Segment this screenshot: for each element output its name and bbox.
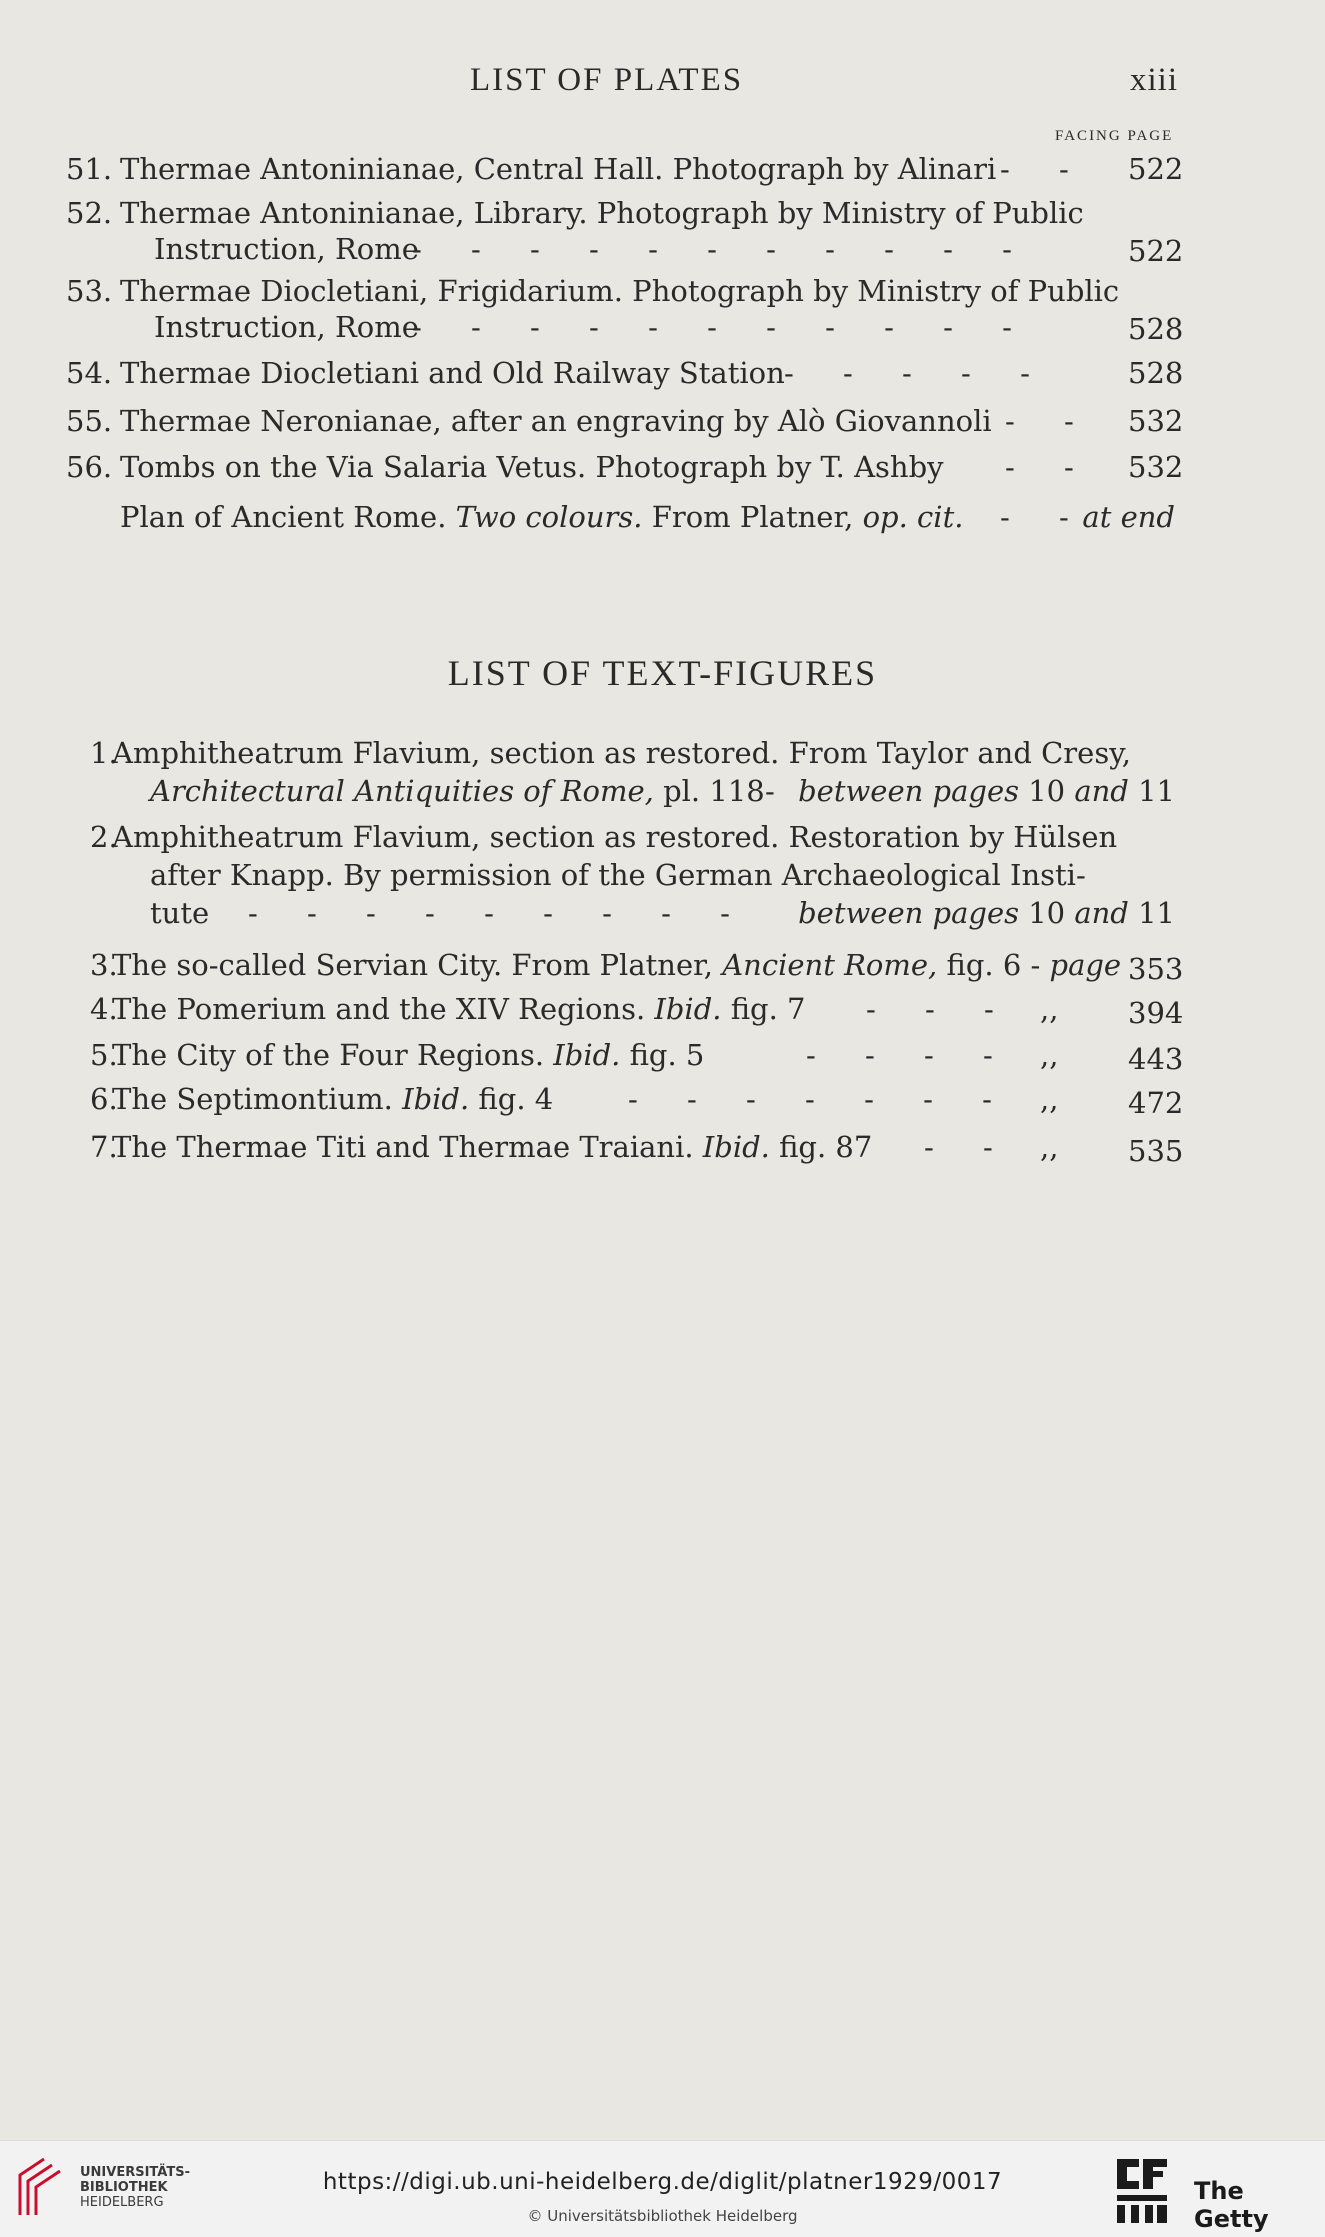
plate-title: Thermae Antoninianae, Library. Photograph by Ministry of Public xyxy=(120,196,1084,230)
between-pages-label: between pages xyxy=(798,896,1019,930)
figure-ibid: Ibid. xyxy=(702,1130,770,1164)
figure-number: 4. xyxy=(90,992,118,1026)
figure-page: 535 xyxy=(1128,1134,1184,1168)
page-folio: xiii xyxy=(1130,62,1179,98)
figure-title xyxy=(112,1128,872,1166)
figure-ibid: Ibid. xyxy=(654,992,722,1026)
plan-source: From Platner, xyxy=(651,500,854,534)
section-heading: LIST OF TEXT-FIGURES xyxy=(447,653,878,693)
figure-page: 353 xyxy=(1128,952,1184,986)
plate-number: 56. xyxy=(66,450,113,484)
leader-dashes: - - - - - - - - - xyxy=(248,896,750,930)
figure-ref: fig. 87 xyxy=(779,1130,873,1164)
leader-dashes: - - xyxy=(924,1130,1013,1164)
page-from: 10 xyxy=(1028,774,1066,808)
plan-title: Plan of Ancient Rome. xyxy=(120,500,447,534)
plate-page: 532 xyxy=(1128,404,1184,438)
figure-number: 7. xyxy=(90,1130,118,1164)
plate-page: 522 xyxy=(1128,234,1184,268)
ditto-mark: ,, xyxy=(1040,1082,1059,1116)
figure-plate-ref: pl. 118 xyxy=(663,774,765,808)
plate-number: 52. xyxy=(66,196,113,230)
figure-page: 394 xyxy=(1128,996,1184,1030)
leader-dashes: - - - - - - - - - - - xyxy=(412,310,1032,344)
library-line-1: UNIVERSITÄTS- xyxy=(80,2165,190,2180)
page-to: 11 xyxy=(1138,774,1175,808)
plate-number: 53. xyxy=(66,274,113,308)
viewer-footer xyxy=(0,2140,1325,2237)
figure-ref: fig. 4 xyxy=(478,1082,554,1116)
plate-title-cont: Instruction, Rome xyxy=(154,232,419,266)
and-label: and xyxy=(1074,896,1129,930)
figure-page: 443 xyxy=(1128,1042,1184,1076)
leader-dashes: - - - - - - - xyxy=(628,1082,1012,1116)
between-pages-label: between pages xyxy=(798,774,1019,808)
leader-dashes: - - xyxy=(1000,152,1089,186)
plate-number: 54. xyxy=(66,356,113,390)
plate-title: Thermae Antoninianae, Central Hall. Photograph by Alinari xyxy=(120,152,997,186)
figure-number: 1. xyxy=(90,736,118,770)
plate-page: 522 xyxy=(1128,152,1184,186)
ditto-mark: ,, xyxy=(1040,1130,1059,1164)
leader-dashes: - - - xyxy=(866,992,1014,1026)
plate-title: Thermae Diocletiani, Frigidarium. Photograph by Ministry of Public xyxy=(120,274,1120,308)
figure-title: Amphitheatrum Flavium, section as restored. From Taylor and Cresy, xyxy=(112,736,1131,770)
figure-number: 5. xyxy=(90,1038,118,1072)
figure-title xyxy=(112,990,806,1028)
figure-title xyxy=(112,946,1121,984)
figure-ibid: Ibid. xyxy=(402,1082,470,1116)
running-head-title: LIST OF PLATES xyxy=(470,62,744,98)
plate-title: Tombs on the Via Salaria Vetus. Photograph by T. Ashby xyxy=(120,450,944,484)
leader-dashes: - - - - xyxy=(806,1038,1013,1072)
copyright-notice: © Universitätsbibliothek Heidelberg xyxy=(527,2207,798,2225)
leader-dashes: - xyxy=(765,774,795,808)
figure-title-cont: tute xyxy=(150,896,210,930)
plate-page: 528 xyxy=(1128,312,1184,346)
plan-page: at end xyxy=(1082,500,1175,534)
leader-dashes: - - xyxy=(1005,450,1094,484)
leader-dashes: - - xyxy=(1005,404,1094,438)
leader-dashes: - - - - - - - - - - - xyxy=(412,232,1032,266)
ditto-mark: ,, xyxy=(1040,992,1059,1026)
facing-page-label: FACING PAGE xyxy=(1055,128,1174,144)
figure-pages xyxy=(798,894,1175,932)
leader-dashes: - - - - - xyxy=(784,356,1050,390)
permalink-url[interactable]: https://digi.ub.uni-heidelberg.de/diglit/platner1929/0017 xyxy=(322,2169,1003,2195)
plate-title: Thermae Neronianae, after an engraving by Alò Giovannoli xyxy=(120,404,992,438)
getty-wordmark: The Getty xyxy=(1194,2177,1269,2233)
plate-number: 55. xyxy=(66,404,113,438)
and-label: and xyxy=(1074,774,1129,808)
figure-text: The Septimontium. xyxy=(112,1082,393,1116)
figure-text: The so-called Servian City. From Platner, xyxy=(112,948,714,982)
figure-ref: fig. 7 xyxy=(730,992,806,1026)
figure-ref: fig. 6 - xyxy=(946,948,1041,982)
figure-text: The City of the Four Regions. xyxy=(112,1038,545,1072)
figure-number: 2. xyxy=(90,820,118,854)
figure-title-cont xyxy=(150,772,765,810)
figure-ref: fig. 5 xyxy=(629,1038,705,1072)
plan-colours: Two colours. xyxy=(455,500,643,534)
figure-pages xyxy=(798,772,1175,810)
getty-logo-icon xyxy=(1113,2155,1173,2227)
figure-title xyxy=(112,1036,704,1074)
plate-number: 51. xyxy=(66,152,113,186)
leader-dashes: - - xyxy=(1000,500,1089,534)
page-from: 10 xyxy=(1028,896,1066,930)
page-to: 11 xyxy=(1138,896,1175,930)
figure-ibid: Ibid. xyxy=(553,1038,621,1072)
plate-page: 532 xyxy=(1128,450,1184,484)
plate-title: Thermae Diocletiani and Old Railway Station xyxy=(120,356,785,390)
plan-text xyxy=(120,498,963,536)
figure-page: 472 xyxy=(1128,1086,1184,1120)
figure-text: The Pomerium and the XIV Regions. xyxy=(112,992,646,1026)
figure-source-title: Architectural Antiquities of Rome, xyxy=(150,774,654,808)
figure-source-title: Ancient Rome, xyxy=(722,948,938,982)
plan-op-cit: op. cit. xyxy=(862,500,964,534)
library-line-3: HEIDELBERG xyxy=(80,2195,164,2210)
figure-number: 3. xyxy=(90,948,118,982)
figure-text: The Thermae Titi and Thermae Traiani. xyxy=(112,1130,694,1164)
plate-title-cont: Instruction, Rome xyxy=(154,310,419,344)
figure-title xyxy=(112,1080,553,1118)
figure-title-cont: after Knapp. By permission of the German Archaeological Insti- xyxy=(150,858,1086,892)
figure-title: Amphitheatrum Flavium, section as restored. Restoration by Hülsen xyxy=(112,820,1118,854)
ditto-mark: ,, xyxy=(1040,1038,1059,1072)
figure-number: 6. xyxy=(90,1082,118,1116)
plate-page: 528 xyxy=(1128,356,1184,390)
library-line-2: BIBLIOTHEK xyxy=(80,2180,168,2195)
page-word: page xyxy=(1049,948,1122,982)
